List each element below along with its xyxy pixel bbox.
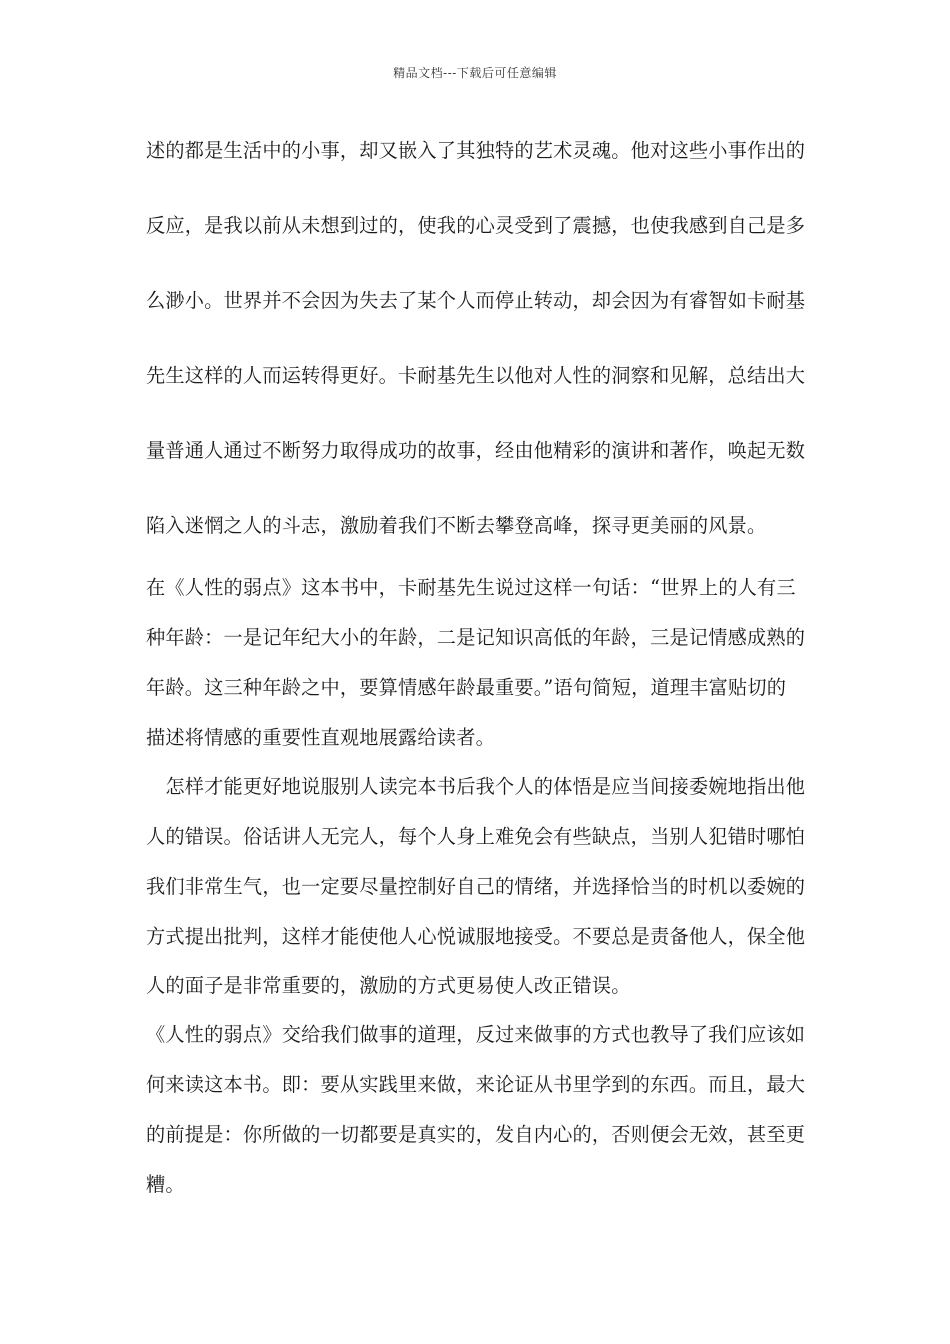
paragraph-line: 怎样才能更好地说服别人读完本书后我个人的体悟是应当间接委婉地指出他 bbox=[146, 775, 806, 798]
paragraph-line: 种年龄：一是记年纪大小的年龄，二是记知识高低的年龄，三是记情感成熟的 bbox=[146, 626, 806, 649]
paragraph-line: 么渺小。世界并不会因为失去了某个人而停止转动，却会因为有睿智如卡耐基 bbox=[146, 289, 806, 312]
paragraph-line: 糟。 bbox=[146, 1173, 185, 1196]
paragraph-line: 述的都是生活中的小事，却又嵌入了其独特的艺术灵魂。他对这些小事作出的 bbox=[146, 139, 806, 162]
paragraph-line: 年龄。这三种年龄之中，要算情感年龄最重要。”语句简短，道理丰富贴切的 bbox=[146, 676, 787, 699]
paragraph-line: 先生这样的人而运转得更好。卡耐基先生以他对人性的洞察和见解，总结出大 bbox=[146, 364, 806, 387]
page-header: 精品文档---下载后可任意编辑 bbox=[393, 66, 557, 80]
paragraph-line: 在《人性的弱点》这本书中，卡耐基先生说过这样一句话：“世界上的人有三 bbox=[146, 576, 796, 599]
paragraph-line: 何来读这本书。即：要从实践里来做，来论证从书里学到的东西。而且，最大 bbox=[146, 1073, 806, 1096]
paragraph-line: 人的面子是非常重要的，激励的方式更易使人改正错误。 bbox=[146, 974, 631, 997]
paragraph-line: 《人性的弱点》交给我们做事的道理，反过来做事的方式也教导了我们应该如 bbox=[146, 1023, 806, 1046]
paragraph-line: 陷入迷惘之人的斗志，激励着我们不断去攀登高峰，探寻更美丽的风景。 bbox=[146, 514, 767, 537]
paragraph-line: 描述将情感的重要性直观地展露给读者。 bbox=[146, 726, 495, 749]
paragraph-line: 方式提出批判，这样才能使他人心悦诚服地接受。不要总是责备他人，保全他 bbox=[146, 925, 806, 948]
paragraph-line: 我们非常生气，也一定要尽量控制好自己的情绪，并选择恰当的时机以委婉的 bbox=[146, 875, 806, 898]
paragraph-line: 的前提是：你所做的一切都要是真实的，发自内心的，否则便会无效，甚至更 bbox=[146, 1123, 806, 1146]
paragraph-line: 人的错误。俗话讲人无完人，每个人身上难免会有些缺点，当别人犯错时哪怕 bbox=[146, 825, 806, 848]
paragraph-line: 反应，是我以前从未想到过的，使我的心灵受到了震撼，也使我感到自己是多 bbox=[146, 214, 806, 237]
paragraph-line: 量普通人通过不断努力取得成功的故事，经由他精彩的演讲和著作，唤起无数 bbox=[146, 439, 806, 462]
